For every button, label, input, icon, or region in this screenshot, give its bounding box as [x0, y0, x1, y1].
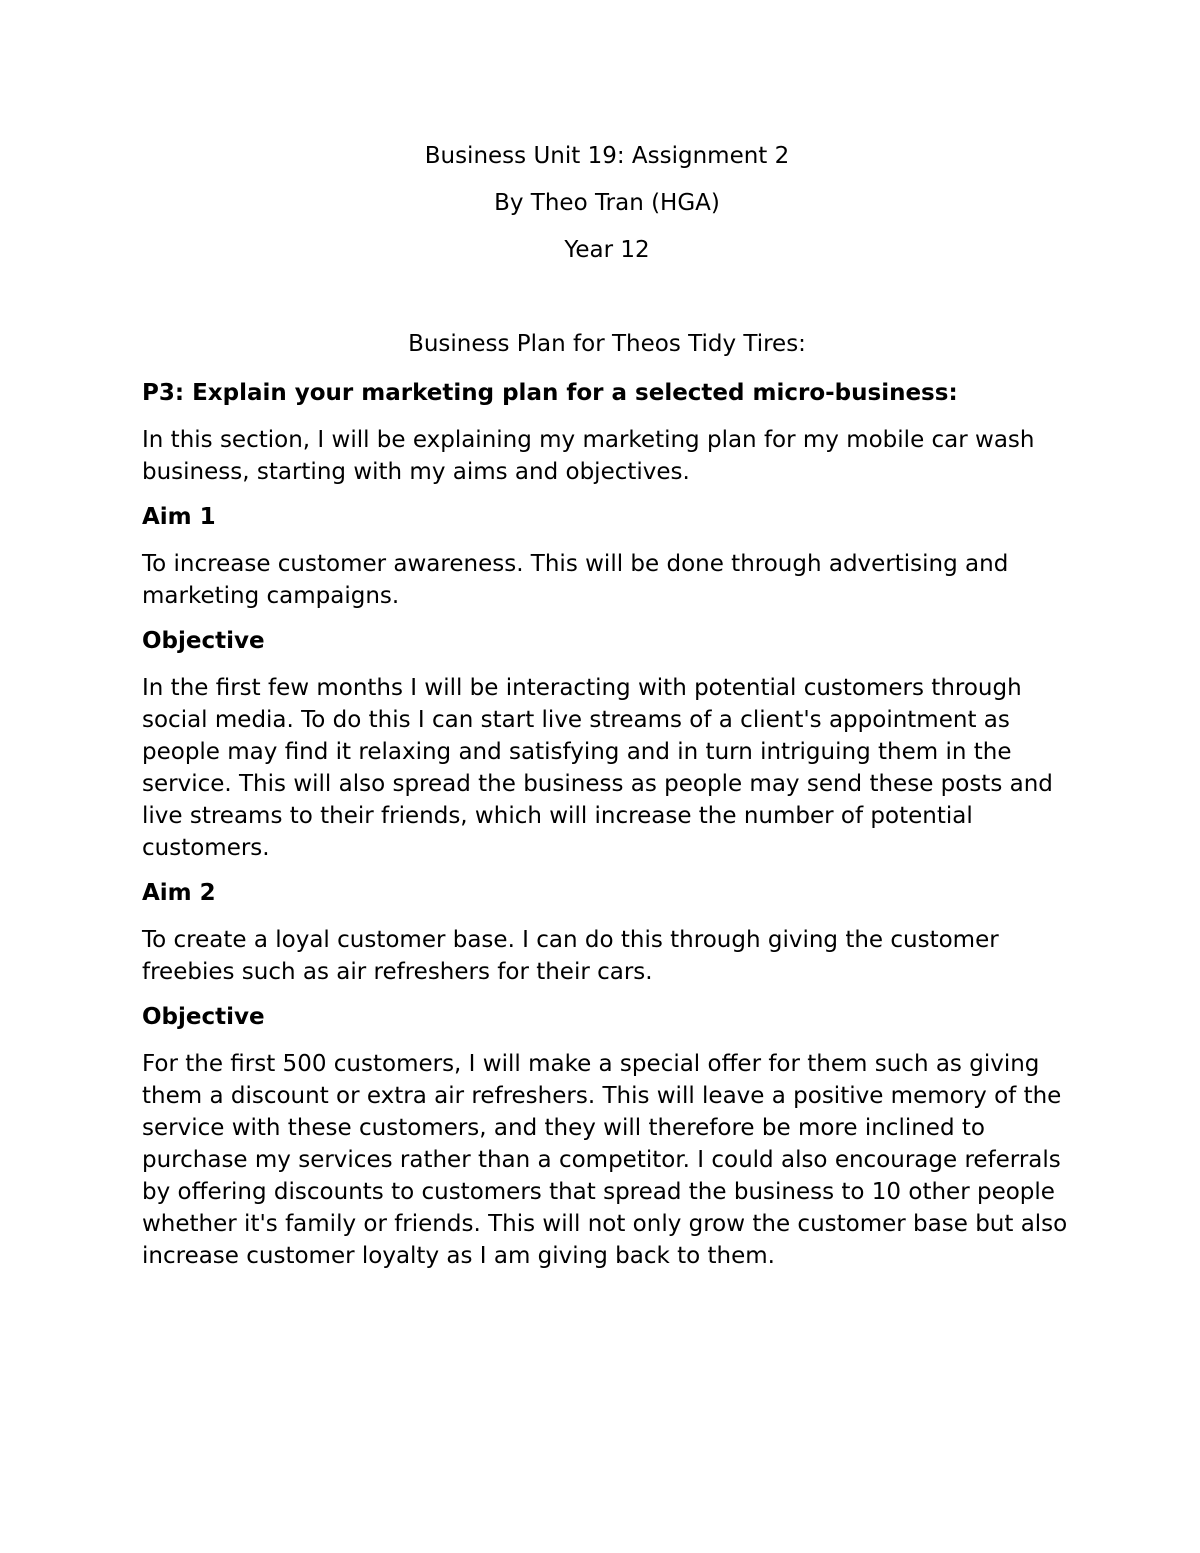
document-author: By Theo Tran (HGA) — [494, 190, 720, 216]
aim-2-heading: Aim 2 — [142, 880, 216, 906]
objective-2-paragraph: For the first 500 customers, I will make a special offer for them such as giving them a discount or extra air refreshers. This will leave a positive memory of the service with these customers, and they will therefore be more inclined to purchase my services rather than a competitor. I could also encourage referrals by offering discounts to customers that spread the business to 10 other people whether it's family or friends. This will not only grow the customer base but also increase customer loyalty as I am giving back to them. — [142, 1051, 1068, 1269]
intro-paragraph: In this section, I will be explaining my marketing plan for my mobile car wash business, starting with my aims and objectives. — [142, 427, 1035, 485]
objective-1-paragraph: In the first few months I will be interacting with potential customers through social media. To do this I can start live streams of a client's appointment as people may find it relaxing and satisfying and in turn intriguing them in the service. This will also spread the business as people may send these posts and live streams to their friends, which will increase the number of potential customers. — [142, 675, 1053, 861]
document-year: Year 12 — [564, 237, 650, 263]
section-heading-p3: P3: Explain your marketing plan for a selected micro-business: — [142, 380, 958, 406]
objective-1-heading: Objective — [142, 628, 265, 654]
aim-1-heading: Aim 1 — [142, 504, 216, 530]
document-content — [142, 141, 1072, 1286]
aim-2-paragraph: To create a loyal customer base. I can do this through giving the customer freebies such as air refreshers for their cars. — [142, 927, 999, 985]
document-title: Business Unit 19: Assignment 2 — [424, 143, 790, 169]
business-plan-title: Business Plan for Theos Tidy Tires: — [408, 331, 806, 357]
objective-2-heading: Objective — [142, 1004, 265, 1030]
aim-1-paragraph: To increase customer awareness. This will be done through advertising and marketing campaigns. — [142, 551, 1009, 609]
